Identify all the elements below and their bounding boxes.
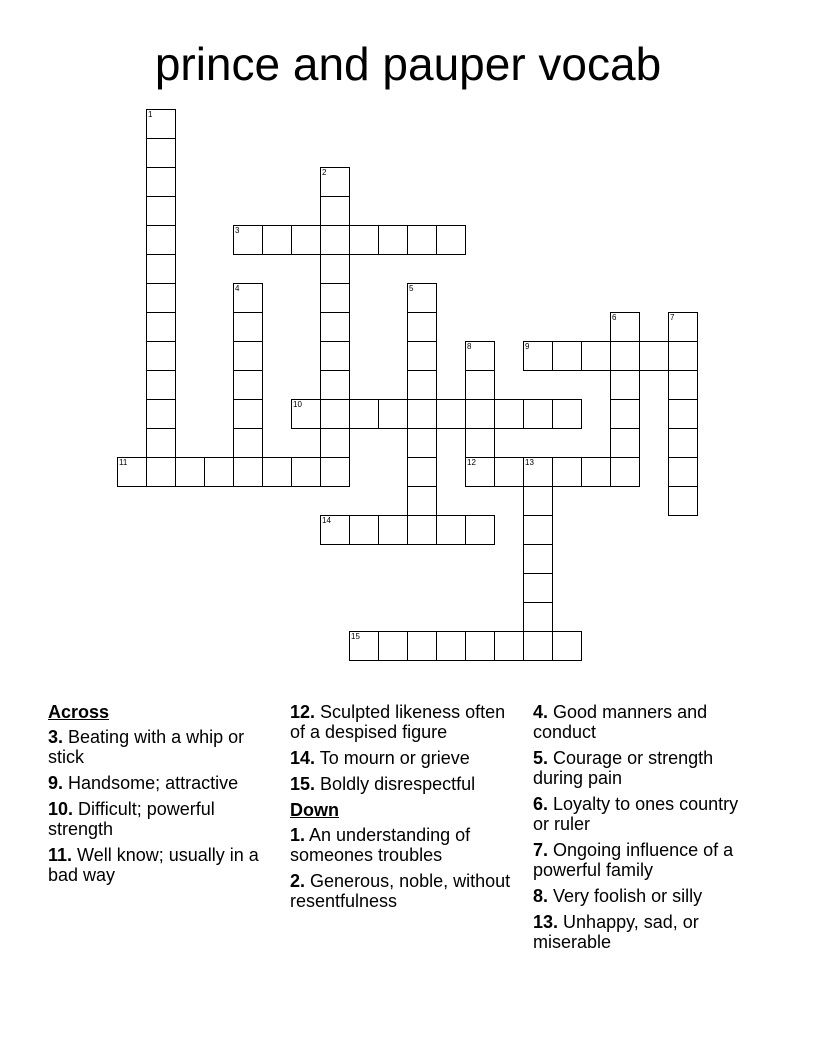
grid-cell[interactable]	[146, 341, 176, 371]
grid-cell[interactable]	[320, 341, 350, 371]
clue-across-10: 10. Difficult; powerful strength	[48, 799, 215, 839]
grid-cell[interactable]	[407, 341, 437, 371]
clue-across-3: 3. Beating with a whip or stick	[48, 727, 245, 767]
grid-cell[interactable]	[523, 544, 553, 574]
grid-cell[interactable]	[146, 312, 176, 342]
grid-cell[interactable]	[262, 457, 292, 487]
grid-cell[interactable]	[465, 631, 495, 661]
clue-across-14: 14. To mourn or grieve	[290, 748, 470, 768]
clue-number: 12	[467, 458, 476, 467]
clue-down-8: 8. Very foolish or silly	[533, 886, 703, 906]
grid-cell[interactable]	[320, 254, 350, 284]
grid-cell[interactable]	[407, 428, 437, 458]
grid-cell[interactable]	[407, 631, 437, 661]
grid-cell[interactable]	[320, 515, 350, 545]
clue-down-7: 7. Ongoing influence of a powerful family	[533, 840, 734, 880]
grid-cell[interactable]	[610, 312, 640, 342]
grid-cell[interactable]	[378, 399, 408, 429]
grid-cell[interactable]	[146, 138, 176, 168]
clue-number: 10	[293, 400, 302, 409]
clue-down-13: 13. Unhappy, sad, or miserable	[533, 912, 699, 952]
grid-cell[interactable]	[233, 283, 263, 313]
clue-number: 4	[235, 284, 240, 293]
grid-cell[interactable]	[465, 515, 495, 545]
grid-cell[interactable]	[146, 370, 176, 400]
clue-down-1: 1. An understanding of someones troubles	[290, 825, 471, 865]
grid-cell[interactable]	[291, 457, 321, 487]
grid-cell[interactable]	[610, 341, 640, 371]
grid-cell[interactable]	[523, 341, 553, 371]
clue-down-5: 5. Courage or strength during pain	[533, 748, 714, 788]
grid-cell[interactable]	[494, 399, 524, 429]
grid-cell[interactable]	[146, 167, 176, 197]
grid-cell[interactable]	[349, 515, 379, 545]
grid-cell[interactable]	[233, 428, 263, 458]
grid-cell[interactable]	[320, 196, 350, 226]
grid-cell[interactable]	[552, 341, 582, 371]
clues-column-1	[48, 702, 273, 891]
grid-cell[interactable]	[117, 457, 147, 487]
grid-cell[interactable]	[320, 428, 350, 458]
grid-cell[interactable]	[581, 457, 611, 487]
clue-number: 6	[612, 313, 617, 322]
grid-cell[interactable]	[465, 399, 495, 429]
grid-cell[interactable]	[233, 457, 263, 487]
grid-cell[interactable]	[407, 515, 437, 545]
clue-number: 13	[525, 458, 534, 467]
grid-cell[interactable]	[436, 631, 466, 661]
puzzle-title: prince and pauper vocab	[154, 38, 662, 90]
grid-cell[interactable]	[436, 225, 466, 255]
grid-cell[interactable]	[610, 399, 640, 429]
grid-cell[interactable]	[668, 370, 698, 400]
grid-cell[interactable]	[465, 428, 495, 458]
clue-number: 14	[322, 516, 331, 525]
down-heading: Down	[290, 800, 339, 820]
grid-cell[interactable]	[407, 486, 437, 516]
clue-number: 5	[409, 284, 414, 293]
grid-cell[interactable]	[320, 399, 350, 429]
clue-number: 7	[670, 313, 675, 322]
clue-number: 9	[525, 342, 530, 351]
clue-number: 3	[235, 226, 240, 235]
grid-cell[interactable]	[146, 457, 176, 487]
grid-cell[interactable]	[407, 399, 437, 429]
grid-cell[interactable]	[552, 631, 582, 661]
clue-number: 15	[351, 632, 360, 641]
clue-across-15: 15. Boldly disrespectful	[290, 774, 476, 794]
clue-number: 2	[322, 168, 327, 177]
grid-cell[interactable]	[320, 225, 350, 255]
grid-cell[interactable]	[291, 399, 321, 429]
grid-cell[interactable]	[465, 341, 495, 371]
grid-cell[interactable]	[378, 631, 408, 661]
grid-cell[interactable]	[146, 109, 176, 139]
clue-number: 1	[148, 110, 153, 119]
grid-cell[interactable]	[320, 457, 350, 487]
grid-cell[interactable]	[523, 631, 553, 661]
clue-number: 11	[119, 458, 128, 467]
grid-cell[interactable]	[465, 457, 495, 487]
grid-cell[interactable]	[610, 428, 640, 458]
clues-column-2	[290, 702, 520, 917]
grid-cell[interactable]	[146, 196, 176, 226]
grid-cell[interactable]	[523, 602, 553, 632]
grid-cell[interactable]	[668, 312, 698, 342]
grid-cell[interactable]	[407, 283, 437, 313]
grid-cell[interactable]	[552, 399, 582, 429]
grid-cell[interactable]	[233, 225, 263, 255]
grid-cell[interactable]	[668, 428, 698, 458]
grid-cell[interactable]	[436, 515, 466, 545]
clue-down-2: 2. Generous, noble, without resentfulness	[290, 871, 511, 911]
grid-cell[interactable]	[523, 486, 553, 516]
grid-cell[interactable]	[610, 457, 640, 487]
grid-cell[interactable]	[349, 225, 379, 255]
grid-cell[interactable]	[494, 457, 524, 487]
grid-cell[interactable]	[320, 167, 350, 197]
grid-cell[interactable]	[233, 312, 263, 342]
grid-cell[interactable]	[349, 631, 379, 661]
clue-down-6: 6. Loyalty to ones country or ruler	[533, 794, 739, 834]
grid-cell[interactable]	[465, 370, 495, 400]
grid-cell[interactable]	[291, 225, 321, 255]
grid-cell[interactable]	[233, 370, 263, 400]
grid-cell[interactable]	[320, 370, 350, 400]
clue-across-11: 11. Well know; usually in a bad way	[48, 845, 259, 885]
grid-cell[interactable]	[668, 457, 698, 487]
grid-cell[interactable]	[523, 399, 553, 429]
clue-down-4: 4. Good manners and conduct	[533, 702, 708, 742]
grid-cell[interactable]	[146, 428, 176, 458]
grid-cell[interactable]	[146, 399, 176, 429]
grid-cell[interactable]	[552, 457, 582, 487]
clue-across-9: 9. Handsome; attractive	[48, 773, 239, 793]
grid-cell[interactable]	[378, 515, 408, 545]
grid-cell[interactable]	[175, 457, 205, 487]
grid-cell[interactable]	[262, 225, 292, 255]
grid-cell[interactable]	[407, 312, 437, 342]
grid-cell[interactable]	[436, 399, 466, 429]
grid-cell[interactable]	[320, 312, 350, 342]
grid-cell[interactable]	[233, 341, 263, 371]
grid-cell[interactable]	[407, 370, 437, 400]
grid-cell[interactable]	[407, 225, 437, 255]
grid-cell[interactable]	[668, 399, 698, 429]
clues-column-3	[533, 702, 758, 958]
grid-cell[interactable]	[523, 457, 553, 487]
grid-cell[interactable]	[204, 457, 234, 487]
across-heading: Across	[48, 702, 110, 722]
grid-cell[interactable]	[668, 341, 698, 371]
clue-across-12: 12. Sculpted likeness often of a despised figure	[290, 702, 506, 742]
grid-cell[interactable]	[146, 225, 176, 255]
grid-cell[interactable]	[639, 341, 669, 371]
grid-cell[interactable]	[581, 341, 611, 371]
grid-cell[interactable]	[146, 254, 176, 284]
grid-cell[interactable]	[320, 283, 350, 313]
grid-cell[interactable]	[378, 225, 408, 255]
grid-cell[interactable]	[610, 370, 640, 400]
grid-cell[interactable]	[494, 631, 524, 661]
grid-cell[interactable]	[407, 457, 437, 487]
grid-cell[interactable]	[523, 573, 553, 603]
grid-cell[interactable]	[233, 399, 263, 429]
grid-cell[interactable]	[523, 515, 553, 545]
grid-cell[interactable]	[668, 486, 698, 516]
clue-number: 8	[467, 342, 472, 351]
grid-cell[interactable]	[349, 399, 379, 429]
grid-cell[interactable]	[146, 283, 176, 313]
